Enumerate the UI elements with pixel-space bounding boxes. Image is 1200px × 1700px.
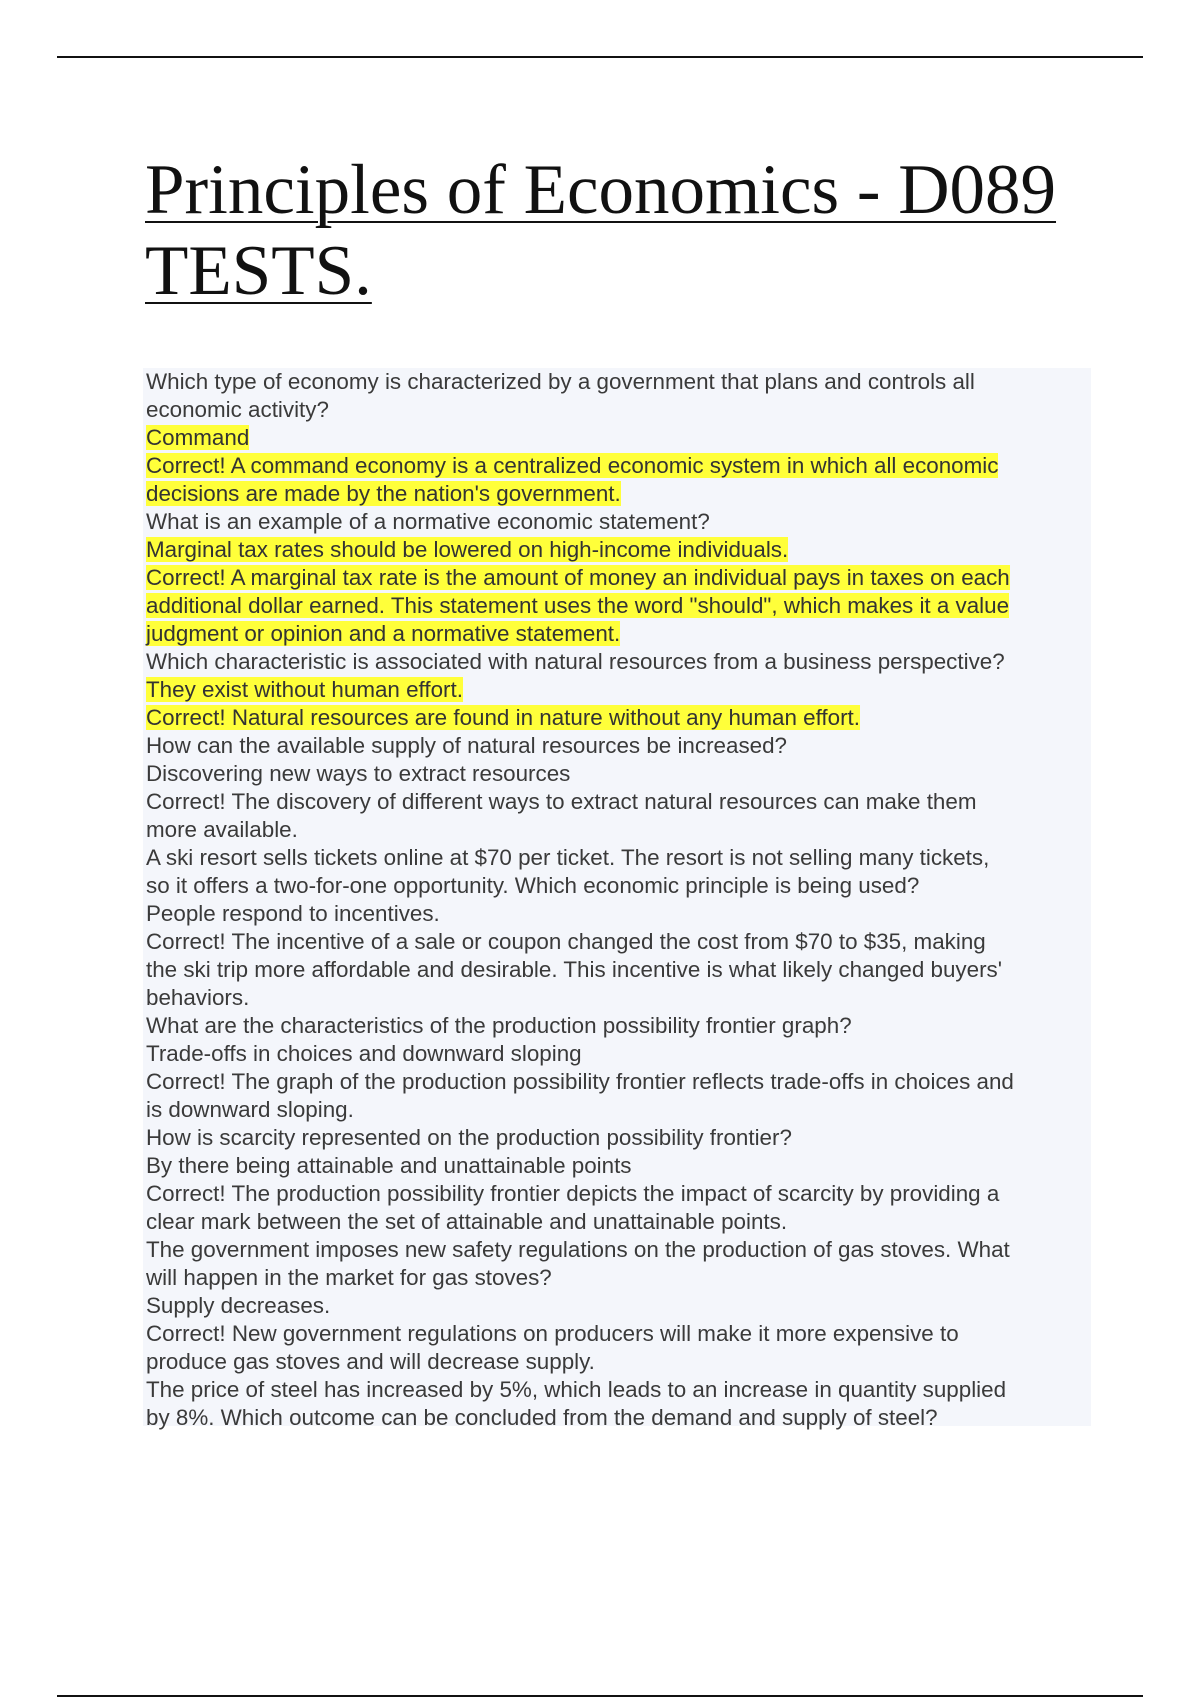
explanation-text: more available. — [146, 817, 298, 842]
question-line — [146, 732, 1091, 760]
question-text: by 8%. Which outcome can be concluded from the demand and supply of steel? — [146, 1405, 938, 1430]
top-rule — [57, 56, 1143, 58]
bottom-rule — [57, 1695, 1143, 1697]
explanation-line — [146, 928, 1091, 956]
question-text: will happen in the market for gas stoves? — [146, 1265, 552, 1290]
explanation-text: Correct! New government regulations on producers will make it more expensive to — [146, 1321, 959, 1346]
title-line-2: TESTS. — [145, 232, 372, 310]
question-text: Which type of economy is characterized by a government that plans and controls all — [146, 369, 975, 394]
explanation-text: Correct! A command economy is a centralized economic system in which all economic — [146, 453, 999, 478]
document-title — [145, 150, 1085, 312]
explanation-text: the ski trip more affordable and desirable. This incentive is what likely changed buyers' — [146, 957, 1002, 982]
explanation-line — [146, 1068, 1091, 1096]
explanation-text: Correct! The discovery of different ways to extract natural resources can make them — [146, 789, 977, 814]
answer-text: They exist without human effort. — [146, 677, 463, 702]
answer-line — [146, 1152, 1091, 1180]
answer-line — [146, 424, 1091, 452]
explanation-line — [146, 816, 1091, 844]
answer-text: Discovering new ways to extract resources — [146, 761, 571, 786]
explanation-text: clear mark between the set of attainable and unattainable points. — [146, 1209, 788, 1234]
explanation-line — [146, 1180, 1091, 1208]
explanation-line — [146, 984, 1091, 1012]
question-text: The price of steel has increased by 5%, which leads to an increase in quantity supplied — [146, 1377, 1007, 1402]
question-line — [146, 1236, 1091, 1264]
question-text: economic activity? — [146, 397, 329, 422]
question-text: Which characteristic is associated with natural resources from a business perspective? — [146, 649, 1005, 674]
explanation-text: Correct! The incentive of a sale or coupon changed the cost from $70 to $35, making — [146, 929, 986, 954]
answer-line — [146, 760, 1091, 788]
explanation-line — [146, 1348, 1091, 1376]
question-line — [146, 648, 1091, 676]
question-line — [146, 1124, 1091, 1152]
answer-text: By there being attainable and unattainable points — [146, 1153, 632, 1178]
explanation-line — [146, 788, 1091, 816]
explanation-text: is downward sloping. — [146, 1097, 354, 1122]
question-text: How can the available supply of natural resources be increased? — [146, 733, 787, 758]
question-line — [146, 1012, 1091, 1040]
explanation-text: additional dollar earned. This statement uses the word "should", which makes it a value — [146, 593, 1010, 618]
question-text: A ski resort sells tickets online at $70 per ticket. The resort is not selling many tickets, — [146, 845, 990, 870]
explanation-line — [146, 480, 1091, 508]
question-text: What are the characteristics of the production possibility frontier graph? — [146, 1013, 852, 1038]
question-line — [146, 396, 1091, 424]
question-line — [146, 1376, 1091, 1404]
answer-text: Supply decreases. — [146, 1293, 331, 1318]
explanation-text: Correct! The graph of the production possibility frontier reflects trade-offs in choices and — [146, 1069, 1014, 1094]
explanation-text: judgment or opinion and a normative statement. — [146, 621, 621, 646]
qa-list — [143, 368, 1091, 1430]
answer-line — [146, 900, 1091, 928]
explanation-text: produce gas stoves and will decrease supply. — [146, 1349, 595, 1374]
explanation-line — [146, 452, 1091, 480]
question-text: so it offers a two-for-one opportunity. Which economic principle is being used? — [146, 873, 920, 898]
explanation-line — [146, 1320, 1091, 1348]
explanation-text: Correct! A marginal tax rate is the amount of money an individual pays in taxes on each — [146, 565, 1010, 590]
question-line — [146, 1404, 1091, 1432]
answer-text: Command — [146, 425, 250, 450]
explanation-line — [146, 1208, 1091, 1236]
explanation-text: Correct! Natural resources are found in nature without any human effort. — [146, 705, 860, 730]
title-line-1: Principles of Economics - D089 — [145, 151, 1057, 229]
explanation-line — [146, 564, 1091, 592]
answer-line — [146, 1040, 1091, 1068]
explanation-line — [146, 704, 1091, 732]
question-line — [146, 844, 1091, 872]
question-line — [146, 508, 1091, 536]
explanation-text: behaviors. — [146, 985, 250, 1010]
question-line — [146, 872, 1091, 900]
answer-text: People respond to incentives. — [146, 901, 440, 926]
answer-text: Marginal tax rates should be lowered on high-income individuals. — [146, 537, 789, 562]
question-text: What is an example of a normative economic statement? — [146, 509, 710, 534]
answer-line — [146, 1292, 1091, 1320]
explanation-line — [146, 592, 1091, 620]
explanation-line — [146, 956, 1091, 984]
question-line — [146, 368, 1091, 396]
answer-line — [146, 536, 1091, 564]
explanation-line — [146, 1096, 1091, 1124]
explanation-text: Correct! The production possibility frontier depicts the impact of scarcity by providing a — [146, 1181, 1000, 1206]
answer-text: Trade-offs in choices and downward sloping — [146, 1041, 582, 1066]
explanation-line — [146, 620, 1091, 648]
explanation-text: decisions are made by the nation's government. — [146, 481, 621, 506]
question-line — [146, 1264, 1091, 1292]
answer-line — [146, 676, 1091, 704]
question-text: The government imposes new safety regulations on the production of gas stoves. What — [146, 1237, 1010, 1262]
question-text: How is scarcity represented on the production possibility frontier? — [146, 1125, 792, 1150]
